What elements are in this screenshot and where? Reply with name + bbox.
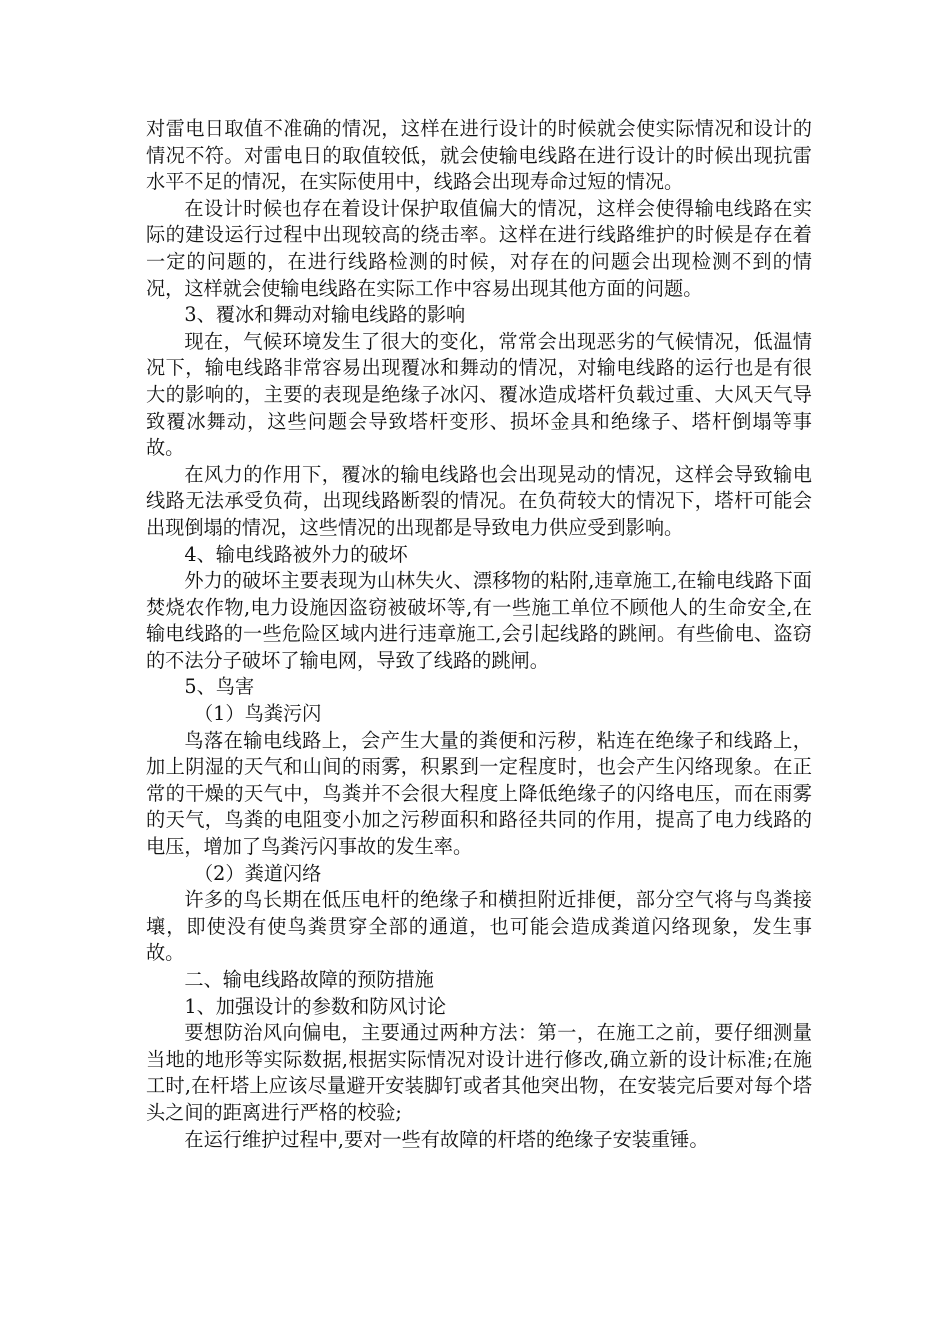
document-body	[146, 116, 812, 1153]
subheading-bird-droppings-flashover: （1）鸟粪污闪	[194, 702, 322, 726]
subheading-design-parameters: 1、加强设计的参数和防风讨论	[184, 994, 447, 1018]
paragraph-bird-droppings: 鸟落在输电线路上，会产生大量的粪便和污秽，粘连在绝缘子和线路上，加上阴湿的天气和山间的雨雾，积累到一定程度时，也会产生闪络现象。在正常的干燥的天气中，鸟粪并不会很大程度上降低绝缘子的闪络电压，而在雨雾的天气，鸟粪的电阻变小加之污秽面积和路径共同的作用，提高了电力线路的电压，增加了鸟粪污闪事故的发生率。	[146, 728, 812, 859]
subheading-droppings-channel-flashover: （2）粪道闪络	[194, 861, 322, 885]
section-heading-prevention-measures: 二、输电线路故障的预防措施	[184, 968, 434, 991]
section-heading-bird-damage: 5、鸟害	[184, 675, 255, 699]
paragraph-lightning-day: 对雷电日取值不准确的情况，这样在进行设计的时候就会使实际情况和设计的情况不符。对雷电日的取值较低，就会使输电线路在进行设计的时候出现抗雷水平不足的情况，在实际使用中，线路会出现寿命过短的情况。	[146, 117, 812, 194]
section-heading-icing-galloping: 3、覆冰和舞动对输电线路的影响	[184, 303, 466, 327]
paragraph-protection-value: 在设计时候也存在着设计保护取值偏大的情况，这样会使得输电线路在实际的建设运行过程中出现较高的绕击率。这样在进行线路维护的时候是存在着一定的问题的，在进行线路检测的时候，对存在的问题会出现检测不到的情况，这样就会使输电线路在实际工作中容易出现其他方面的问题。	[146, 196, 812, 300]
paragraph-droppings-channel: 许多的鸟长期在低压电杆的绝缘子和横担附近排便，部分空气将与鸟粪接壤，即使没有使鸟粪贯穿全部的通道，也可能会造成粪道闪络现象，发生事故。	[146, 888, 812, 965]
section-heading-external-damage: 4、输电线路被外力的破坏	[184, 542, 408, 566]
paragraph-icing-climate: 现在，气候环境发生了很大的变化，常常会出现恶劣的气候情况，低温情况下，输电线路非常容易出现覆冰和舞动的情况，对输电线路的运行也是有很大的影响的，主要的表现是绝缘子冰闪、覆冰造成塔杆负载过重、大风天气导致覆冰舞动，这些问题会导致塔杆变形、损坏金具和绝缘子、塔杆倒塌等事故。	[146, 329, 812, 460]
paragraph-wind-effect: 在风力的作用下，覆冰的输电线路也会出现晃动的情况，这样会导致输电线路无法承受负荷，出现线路断裂的情况。在负荷较大的情况下，塔杆可能会出现倒塌的情况，这些情况的出现都是导致电力供应受到影响。	[146, 462, 812, 539]
paragraph-external-damage: 外力的破坏主要表现为山林失火、漂移物的粘附,违章施工,在输电线路下面焚烧农作物,电力设施因盗窃被破坏等,有一些施工单位不顾他人的生命安全,在输电线路的一些危险区域内进行违章施工,会引起线路的跳闸。有些偷电、盗窃的不法分子破坏了输电网，导致了线路的跳闸。	[146, 569, 812, 672]
paragraph-maintenance-weights: 在运行维护过程中,要对一些有故障的杆塔的绝缘子安装重锤。	[184, 1127, 709, 1151]
paragraph-wind-prevention: 要想防治风向偏电，主要通过两种方法：第一，在施工之前，要仔细测量当地的地形等实际数据,根据实际情况对设计进行修改,确立新的设计标准;在施工时,在杆塔上应该尽量避开安装脚钉或者其他突出物，在安装完后要对每个塔头之间的距离进行严格的校验;	[146, 1021, 812, 1124]
